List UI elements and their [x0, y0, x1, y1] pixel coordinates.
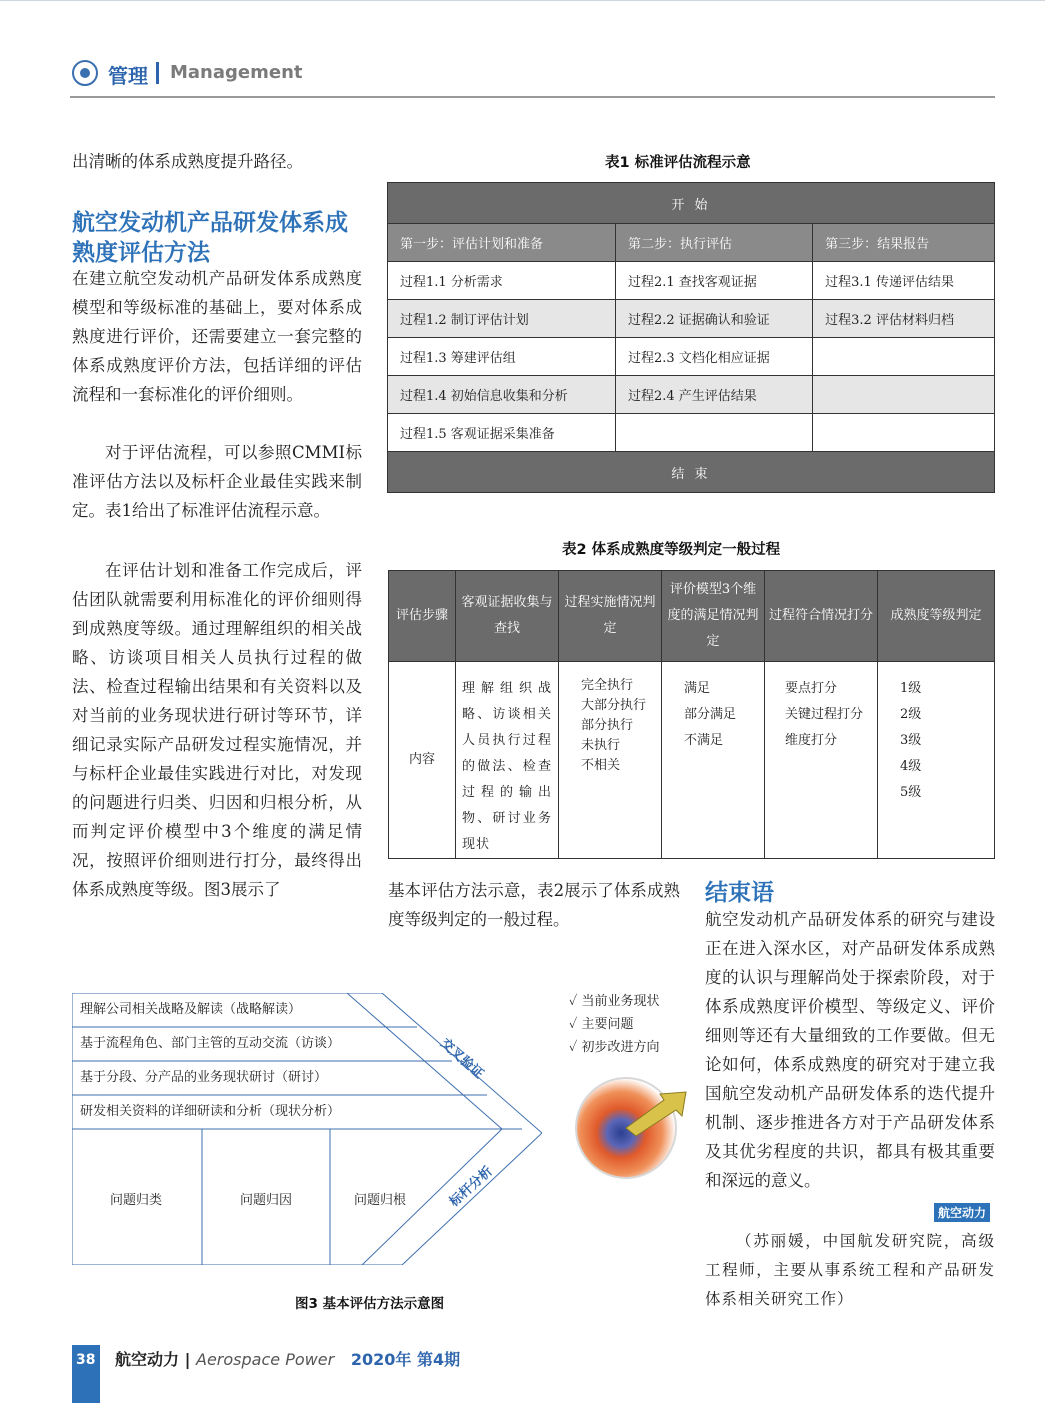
figure-row: 基于分段、分产品的业务现状研讨（研讨）	[80, 1070, 328, 1085]
figure-row: 研发相关资料的详细研读和分析（现状分析）	[80, 1104, 341, 1119]
table-row	[388, 262, 995, 300]
check-icon: ✓	[569, 994, 582, 1009]
paragraph-3: 在评估计划和准备工作完成后，评估团队就需要利用标准化的评价细则得到成熟度等级。通过理解组织的相关战略、访谈项目相关人员执行过程的做法、检查过程输出结果和有关资料以及对当前的业务现状进行研讨等环节，详细记录实际产品研发过程实施情况，并与标杆企业最佳实践进行对比，对发现的问题进行归类、归因和归根分析，从而判定评价模型中3个维度的满足情况，按照评价细则进行打分，最终得出体系成熟度等级。图3展示了	[72, 561, 362, 899]
table-cell: 过程1.5 客观证据采集准备	[388, 414, 616, 452]
section-heading: 航空发动机产品研发体系成熟度评估方法	[72, 210, 348, 266]
paragraph-1: 在建立航空发动机产品研发体系成熟度模型和等级标准的基础上，要对体系成熟度进行评价，还需要建立一套完整的体系成熟度评价方法，包括详细的评估流程和一套标准化的评价细则。	[72, 269, 362, 404]
table1-header: 第二步：执行评估	[615, 224, 812, 262]
figure-bottom-label: 问题归因	[240, 1193, 293, 1208]
figure-row: 理解公司相关战略及解读（战略解读）	[80, 1002, 302, 1017]
table-row	[388, 376, 995, 414]
table-cell: 过程2.1 查找客观证据	[615, 262, 812, 300]
footer-divider: |	[184, 1350, 197, 1369]
author-note: （苏丽媛，中国航发研究院，高级工程师，主要从事系统工程和产品研发体系相关研究工作）	[705, 1232, 995, 1308]
section-title-en: Management	[170, 62, 303, 83]
journal-name: 航空动力	[115, 1350, 180, 1369]
table-cell: 1级 2级 3级 4级 5级	[878, 662, 995, 859]
table-cell: 内容	[389, 662, 456, 859]
check-icon: ✓	[569, 1040, 582, 1055]
table1	[387, 182, 995, 493]
table-row	[388, 414, 995, 452]
table-cell	[615, 414, 812, 452]
check-list	[569, 990, 660, 1059]
check-item: ✓ 当前业务现状	[569, 994, 660, 1009]
header-divider	[156, 62, 159, 84]
table-cell: 过程3.1 传递评估结果	[813, 262, 995, 300]
figure-row: 基于流程角色、部门主管的互动交流（访谈）	[80, 1036, 341, 1051]
table-cell: 过程2.2 证据确认和验证	[615, 300, 812, 338]
table-cell	[813, 414, 995, 452]
conclusion-heading: 结束语	[705, 880, 774, 906]
journal-name-en: Aerospace Power	[196, 1350, 335, 1369]
table-row	[388, 338, 995, 376]
check-item: ✓ 初步改进方向	[569, 1040, 660, 1055]
cross-validation-label: 交叉验证	[437, 1036, 487, 1082]
middle-text: 基本评估方法示意，表2展示了体系成熟度等级判定的一般过程。	[388, 881, 680, 929]
figure3	[72, 993, 542, 1265]
table-cell: 过程1.1 分析需求	[388, 262, 616, 300]
table1-header: 第一步：评估计划和准备	[388, 224, 616, 262]
logo-icon	[72, 60, 98, 86]
table2	[388, 570, 995, 859]
check-icon: ✓	[569, 1017, 582, 1032]
table2-caption: 表2 体系成熟度等级判定一般过程	[562, 542, 781, 558]
table-row	[389, 662, 995, 859]
table-cell: 过程1.4 初始信息收集和分析	[388, 376, 616, 414]
table2-header: 过程符合情况打分	[765, 571, 878, 662]
table-cell: 过程2.3 文档化相应证据	[615, 338, 812, 376]
continuation-text: 出清晰的体系成熟度提升路径。	[72, 152, 303, 171]
figure3-caption: 图3 基本评估方法示意图	[295, 1296, 445, 1312]
table-cell: 理解组织战略、访谈相关人员执行过程的做法、检查过程的输出物、研讨业务现状	[456, 662, 559, 859]
page-number: 38	[76, 1352, 96, 1368]
table-cell	[813, 338, 995, 376]
table1-header: 第三步：结果报告	[813, 224, 995, 262]
table-cell	[813, 376, 995, 414]
table-cell: 要点打分 关键过程打分 维度打分	[765, 662, 878, 859]
benchmark-label: 标杆分析	[447, 1164, 496, 1210]
table2-header: 过程实施情况判定	[559, 571, 662, 662]
section-title: 管理	[108, 64, 148, 88]
paragraph-2: 对于评估流程，可以参照CMMI标准评估方法以及标杆企业最佳实践来制定。表1给出了标准评估流程示意。	[72, 443, 362, 520]
table-cell: 满足 部分满足 不满足	[662, 662, 765, 859]
journal-badge: 航空动力	[934, 1203, 990, 1222]
target-icon	[574, 1070, 694, 1180]
table2-header: 客观证据收集与查找	[456, 571, 559, 662]
table2-header: 评价模型3个维度的满足情况判定	[662, 571, 765, 662]
header-rule	[70, 96, 995, 98]
table-row	[388, 300, 995, 338]
conclusion-text: 航空发动机产品研发体系的研究与建设正在进入深水区，对产品研发体系成熟度的认识与理解尚处于探索阶段，对于体系成熟度评价模型、等级定义、评价细则等还有大量细致的工作要做。但无论如何，体系成熟度的研究对于建立我国航空发动机产品研发体系的迭代提升机制、逐步推进各方对于产品研发体系及其优劣程度的共识，都具有极其重要和深远的意义。	[705, 910, 995, 1190]
table-cell: 过程1.3 筹建评估组	[388, 338, 616, 376]
table1-caption: 表1 标准评估流程示意	[605, 155, 751, 171]
figure-bottom-label: 问题归根	[354, 1193, 407, 1208]
table2-header: 评估步骤	[389, 571, 456, 662]
table-cell: 完全执行 大部分执行 部分执行 未执行 不相关	[559, 662, 662, 859]
table-cell: 过程1.2 制订评估计划	[388, 300, 616, 338]
table1-start: 开 始	[388, 183, 995, 224]
journal-issue: 2020年 第4期	[350, 1350, 461, 1369]
top-rule	[0, 0, 1045, 1]
table-cell: 过程3.2 评估材料归档	[813, 300, 995, 338]
table2-header: 成熟度等级判定	[878, 571, 995, 662]
table1-end: 结 束	[388, 452, 995, 493]
check-item: ✓ 主要问题	[569, 1017, 634, 1032]
footer-journal	[115, 1347, 460, 1370]
table-cell: 过程2.4 产生评估结果	[615, 376, 812, 414]
figure-bottom-label: 问题归类	[110, 1193, 163, 1208]
